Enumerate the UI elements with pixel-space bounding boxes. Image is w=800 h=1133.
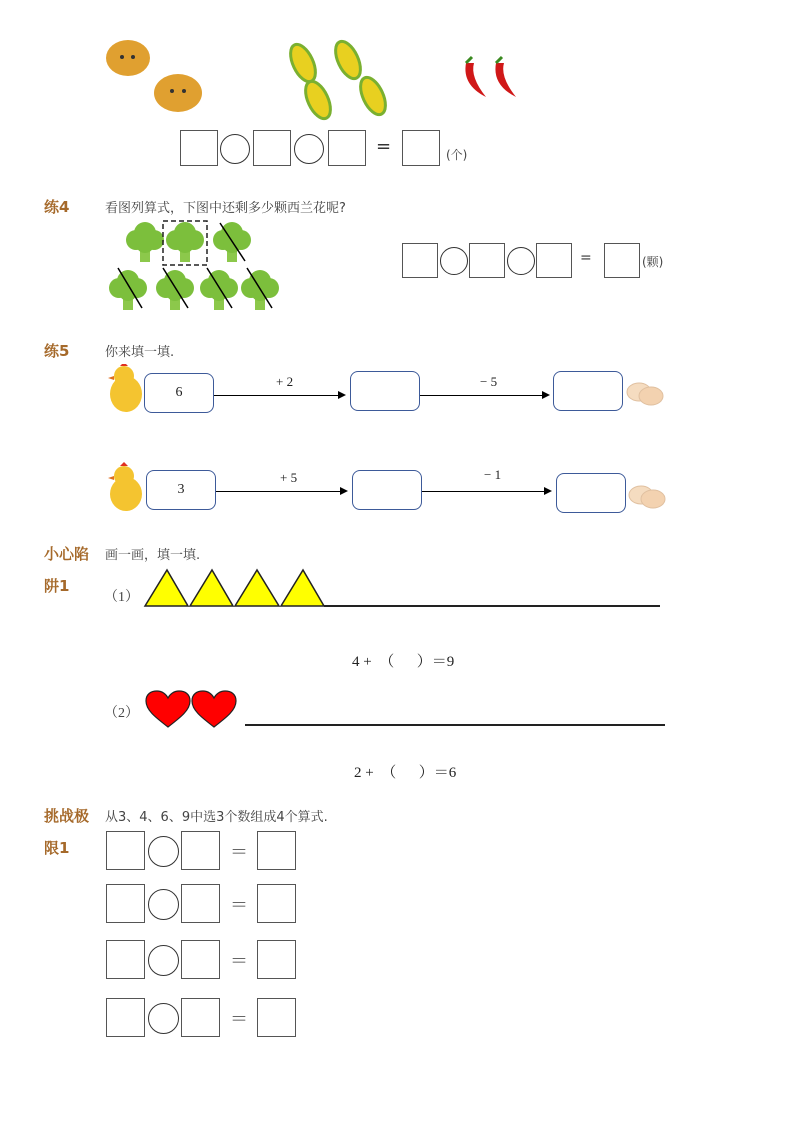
broccoli-images: [100, 218, 285, 313]
operator-circle[interactable]: [148, 1003, 179, 1034]
equals-sign: ＝: [230, 951, 248, 972]
equals-sign: =: [376, 136, 392, 157]
question-text: 你来填一填.: [105, 345, 175, 360]
operation-label: − 5: [480, 374, 498, 389]
part-label: （2）: [104, 706, 139, 721]
answer-box[interactable]: [328, 130, 366, 166]
answer-box[interactable]: [181, 998, 220, 1037]
answer-box[interactable]: [402, 243, 438, 278]
eggs-icon: [625, 378, 667, 408]
result-box[interactable]: [604, 243, 640, 278]
operator-circle[interactable]: [148, 945, 179, 976]
exercise-label: 练4: [44, 198, 70, 216]
answer-box[interactable]: [181, 940, 220, 979]
answer-box[interactable]: [469, 243, 505, 278]
chick-icon: [104, 462, 150, 516]
operation-label: + 2: [276, 374, 294, 389]
answer-box[interactable]: [106, 831, 145, 870]
section-label-2: 阱1: [44, 577, 70, 595]
result-box[interactable]: [257, 884, 296, 923]
arrow: [214, 395, 344, 396]
equals-sign: ＝: [230, 842, 248, 863]
operator-circle[interactable]: [148, 889, 179, 920]
arrow: [422, 491, 550, 492]
part-label: （1）: [104, 590, 139, 605]
answer-box[interactable]: [180, 130, 218, 166]
eggs-icon: [627, 481, 669, 511]
result-box[interactable]: [257, 940, 296, 979]
triangles-image: [143, 568, 328, 608]
equation: 4 + （ ）＝9: [352, 654, 455, 670]
answer-box[interactable]: [106, 998, 145, 1037]
operator-circle[interactable]: [294, 134, 324, 164]
result-box[interactable]: [257, 998, 296, 1037]
answer-box[interactable]: [350, 371, 420, 411]
equation: 2 + （ ）＝6: [354, 765, 457, 781]
operator-circle[interactable]: [148, 836, 179, 867]
answer-box[interactable]: [181, 884, 220, 923]
equals-sign: =: [580, 250, 592, 266]
answer-box[interactable]: [181, 831, 220, 870]
answer-box[interactable]: [106, 884, 145, 923]
potato-images: [100, 35, 210, 115]
hearts-image: [145, 690, 240, 730]
corn-images: [278, 38, 408, 123]
section-label-2: 限1: [44, 839, 70, 857]
operation-label: − 1: [484, 467, 502, 482]
equals-sign: ＝: [230, 895, 248, 916]
operator-circle[interactable]: [507, 247, 535, 275]
question-text: 看图列算式，下图中还剩多少颗西兰花呢?: [105, 201, 346, 216]
arrow: [420, 395, 548, 396]
section-label: 小心陷: [44, 545, 90, 563]
answer-box[interactable]: [352, 470, 422, 510]
unit-label: (个): [446, 148, 468, 162]
result-box[interactable]: [257, 831, 296, 870]
arrow: [216, 491, 346, 492]
equals-sign: ＝: [230, 1009, 248, 1030]
drawing-line[interactable]: [245, 724, 665, 726]
unit-label: (颗): [642, 255, 664, 269]
question-text: 画一画，填一填.: [105, 548, 201, 563]
operator-circle[interactable]: [220, 134, 250, 164]
answer-box[interactable]: [536, 243, 572, 278]
result-box[interactable]: [402, 130, 440, 166]
exercise-label: 练5: [44, 342, 70, 360]
answer-box[interactable]: [553, 371, 623, 411]
answer-box[interactable]: [556, 473, 626, 513]
answer-box[interactable]: [253, 130, 291, 166]
drawing-line[interactable]: [324, 605, 660, 607]
question-text: 从3、4、6、9中选3个数组成4个算式.: [105, 810, 328, 825]
start-number-box: 6: [144, 373, 214, 413]
pepper-images: [458, 55, 523, 105]
answer-box[interactable]: [106, 940, 145, 979]
start-number-box: 3: [146, 470, 216, 510]
section-label: 挑战极: [44, 807, 90, 825]
operator-circle[interactable]: [440, 247, 468, 275]
operation-label: + 5: [280, 470, 298, 485]
